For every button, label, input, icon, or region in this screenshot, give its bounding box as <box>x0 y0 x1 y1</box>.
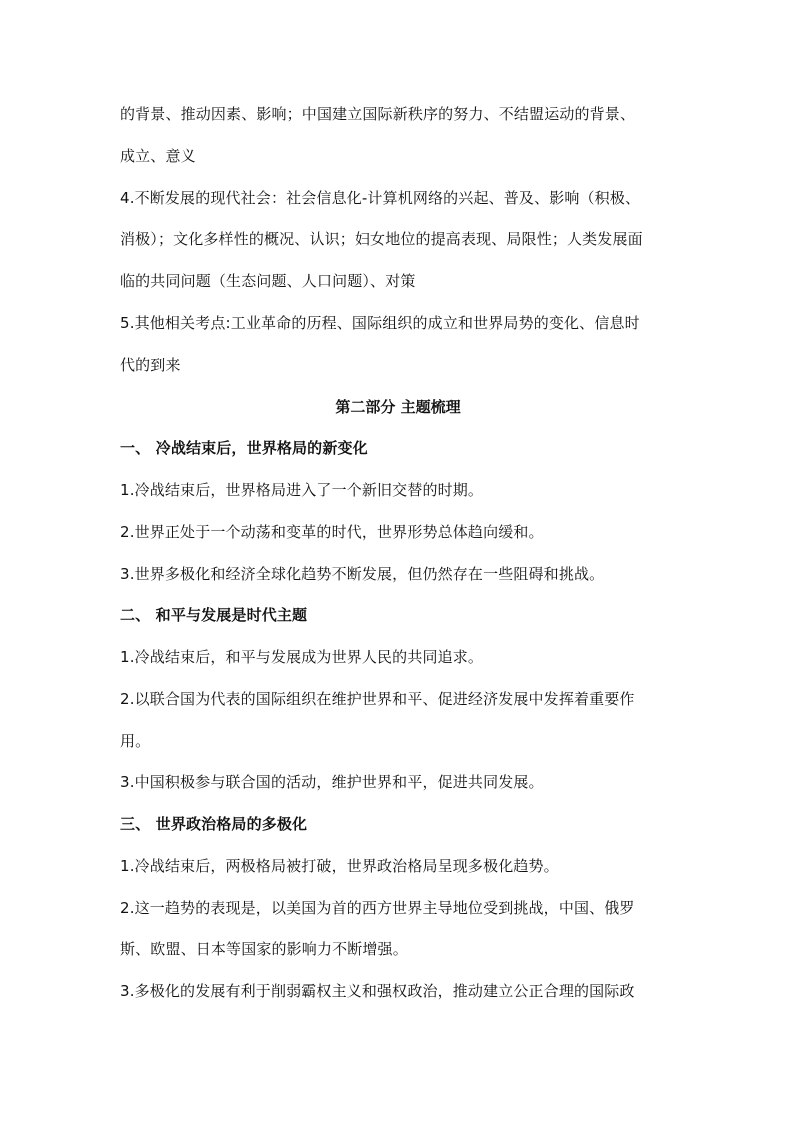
body-line: 5.其他相关考点:工业革命的历程、国际组织的成立和世界局势的变化、信息时 <box>120 314 640 332</box>
body-line: 成立、意义 <box>120 147 196 165</box>
body-line: 1.冷战结束后，两极格局被打破，世界政治格局呈现多极化趋势。 <box>120 857 559 875</box>
body-line: 3.多极化的发展有利于削弱霸权主义和强权政治，推动建立公正合理的国际政 <box>120 982 635 1000</box>
body-line: 用。 <box>120 732 151 750</box>
body-line: 2.以联合国为代表的国际组织在维护世界和平、促进经济发展中发挥着重要作 <box>120 690 635 708</box>
section-heading: 二、 和平与发展是时代主题 <box>120 606 308 624</box>
body-line: 3.中国积极参与联合国的活动，维护世界和平，促进共同发展。 <box>120 773 544 791</box>
body-line: 1.冷战结束后，和平与发展成为世界人民的共同追求。 <box>120 648 484 666</box>
body-line: 2.世界正处于一个动荡和变革的时代，世界形势总体趋向缓和。 <box>120 523 544 541</box>
body-line: 的背景、推动因素、影响；中国建立国际新秩序的努力、不结盟运动的背景、 <box>120 105 636 123</box>
body-line: 2.这一趋势的表现是，以美国为首的西方世界主导地位受到挑战，中国、俄罗 <box>120 899 635 917</box>
body-line: 代的到来 <box>120 356 181 374</box>
body-line: 消极）；文化多样性的概况、认识；妇女地位的提高表现、局限性；人类发展面 <box>120 230 643 248</box>
body-line: 4.不断发展的现代社会：社会信息化-计算机网络的兴起、普及、影响（积极、 <box>120 189 641 207</box>
part-title: 第二部分 主题梳理 <box>335 398 461 416</box>
section-heading: 一、 冷战结束后，世界格局的新变化 <box>120 439 368 457</box>
body-line: 3.世界多极化和经济全球化趋势不断发展，但仍然存在一些阻碍和挑战。 <box>120 565 605 583</box>
body-line: 1.冷战结束后，世界格局进入了一个新旧交替的时期。 <box>120 481 484 499</box>
body-line: 斯、欧盟、日本等国家的影响力不断增强。 <box>120 940 408 958</box>
section-heading: 三、 世界政治格局的多极化 <box>120 815 308 833</box>
body-line: 临的共同问题（生态问题、人口问题）、对策 <box>120 272 416 290</box>
